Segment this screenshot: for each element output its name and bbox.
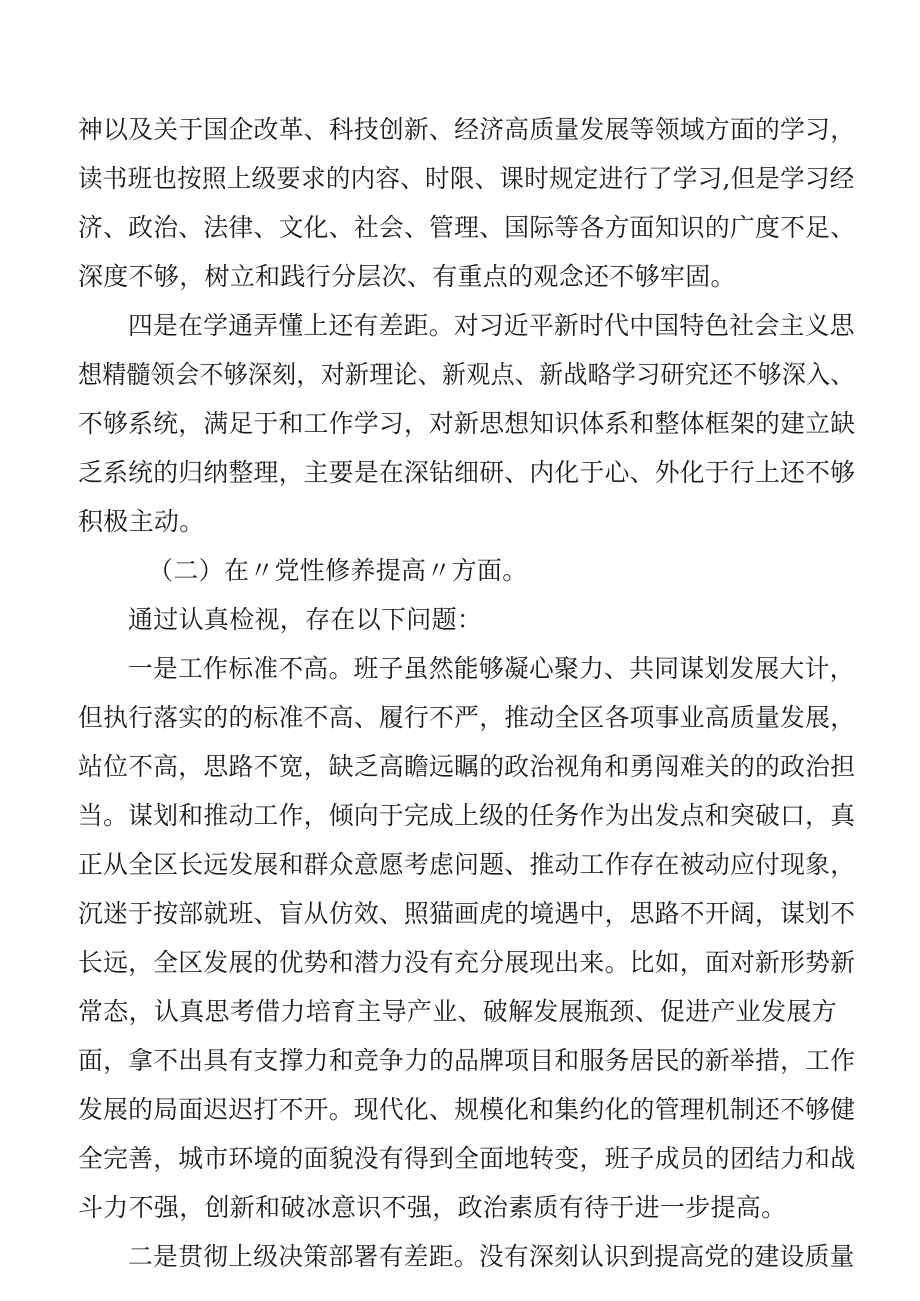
text-line: 不够系统，满足于和工作学习，对新思想知识体系和整体框架的建立缺	[78, 409, 856, 438]
text-line: 当。谋划和推动工作，倾向于完成上级的任务作为出发点和突破口，真	[78, 801, 856, 830]
paragraph-start-line: 通过认真检视，存在以下问题：	[128, 605, 483, 634]
text-line: 神以及关于国企改革、科技创新、经济高质量发展等领域方面的学习，	[78, 115, 856, 144]
text-line: 读书班也按照上级要求的内容、时限、课时规定进行了学习,但是学习经	[78, 164, 855, 193]
paragraph-start-line: 四是在学通弄懂上还有差距。对习近平新时代中国特色社会主义思	[128, 311, 855, 340]
text-line: 面，拿不出具有支撑力和竞争力的品牌项目和服务居民的新举措，工作	[78, 1046, 856, 1075]
text-line: 长远，全区发展的优势和潜力没有充分展现出来。比如，面对新形势新	[78, 948, 856, 977]
text-line: 站位不高，思路不宽，缺乏高瞻远瞩的政治视角和勇闯难关的的政治担	[78, 752, 856, 781]
text-line: 全完善，城市环境的面貌没有得到全面地转变，班子成员的团结力和战	[78, 1144, 856, 1173]
text-line: 想精髓领会不够深刻，对新理论、新观点、新战略学习研究还不够深入、	[78, 360, 855, 389]
text-line: 积极主动。	[78, 507, 205, 536]
text-line: 深度不够，树立和践行分层次、有重点的观念还不够牢固。	[78, 262, 736, 291]
section-heading: （二）在〃党性修养提高〃方面。	[148, 556, 528, 585]
text-line: 发展的局面迟迟打不开。现代化、规模化和集约化的管理机制还不够健	[78, 1095, 856, 1124]
text-line: 沉迷于按部就班、盲从仿效、照猫画虎的境遇中，思路不开阔，谋划不	[78, 899, 856, 928]
text-line: 正从全区长远发展和群众意愿考虑问题、推动工作存在被动应付现象，	[78, 850, 856, 879]
text-line: 斗力不强，创新和破冰意识不强，政治素质有待于进一步提高。	[78, 1193, 787, 1222]
text-line: 常态，认真思考借力培育主导产业、破解发展瓶颈、促进产业发展方	[78, 997, 838, 1026]
text-line: 济、政治、法律、文化、社会、管理、国际等各方面知识的广度不足、	[78, 213, 856, 242]
paragraph-start-line: 一是工作标准不高。班子虽然能够凝心聚力、共同谋划发展大计，	[128, 654, 855, 683]
text-line: 但执行落实的的标准不高、履行不严，推动全区各项事业高质量发展，	[78, 703, 856, 732]
text-line: 乏系统的归纳整理，主要是在深钻细研、内化于心、外化于行上还不够	[78, 458, 856, 487]
paragraph-start-line: 二是贯彻上级决策部署有差距。没有深刻认识到提高党的建设质量	[128, 1242, 855, 1271]
